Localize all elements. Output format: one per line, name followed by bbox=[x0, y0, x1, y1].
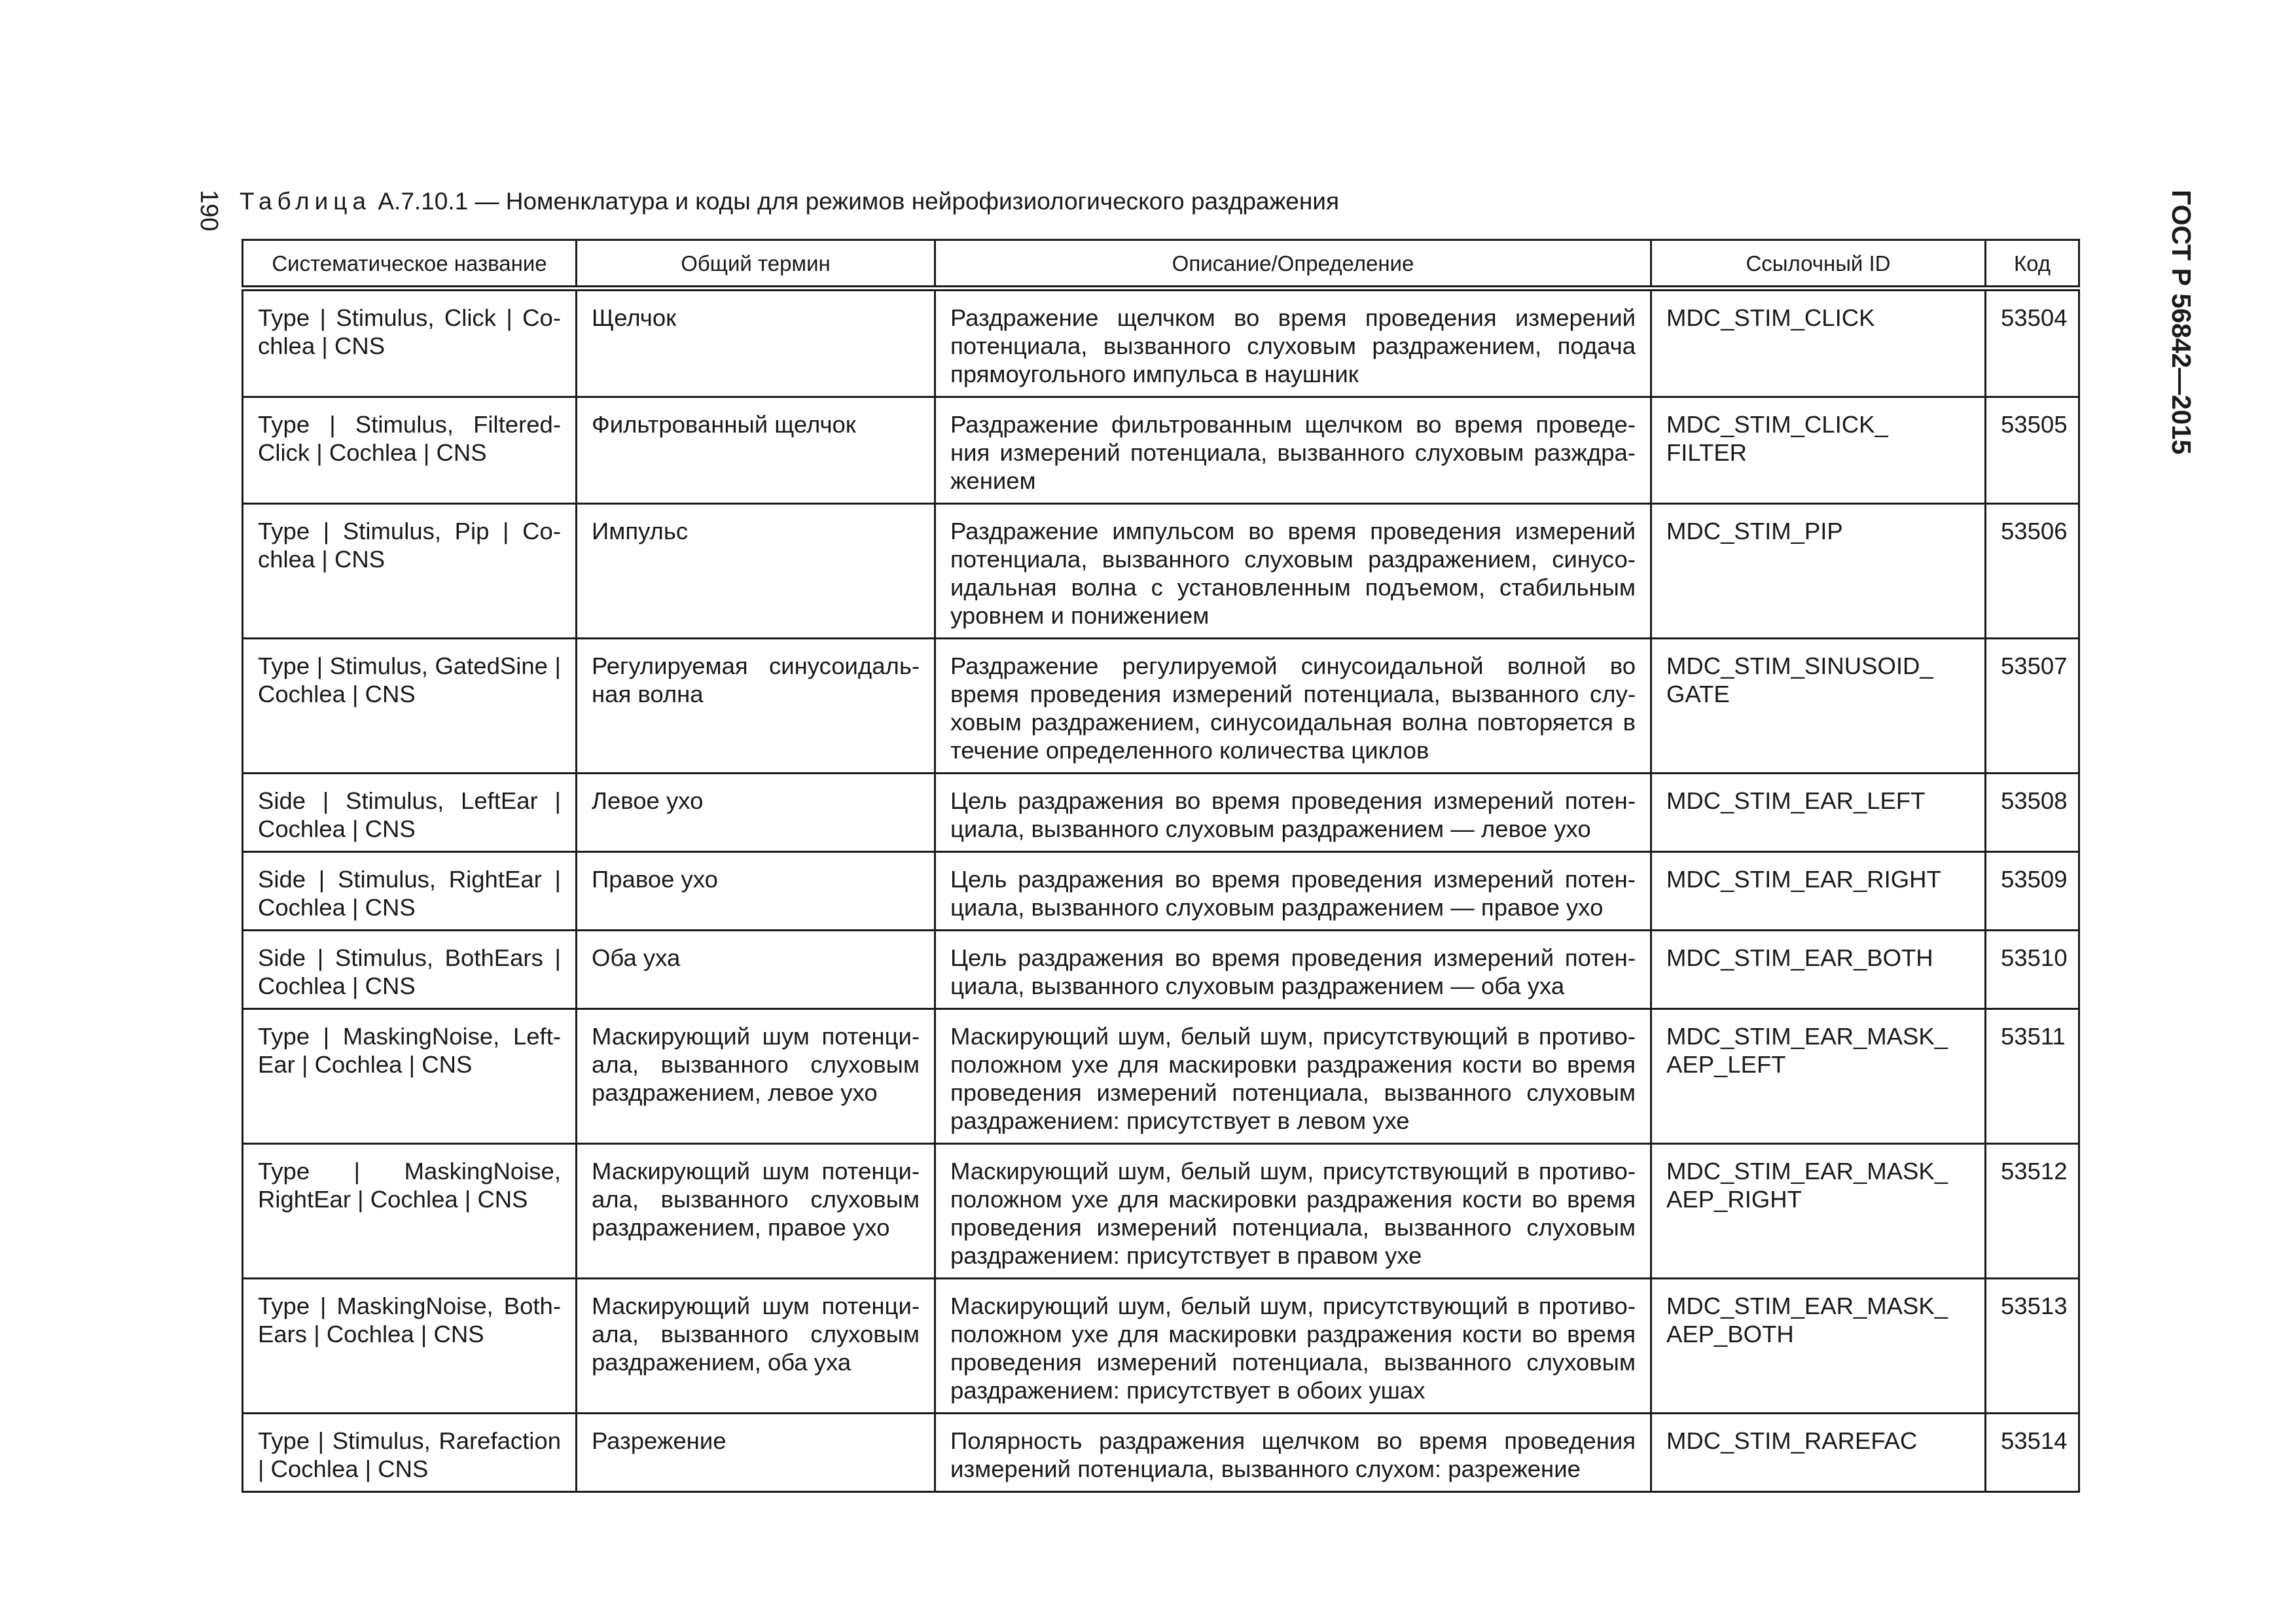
cell-reference-id: MDC_STIM_EAR_LEFT bbox=[1651, 774, 1986, 852]
table-row bbox=[243, 504, 2079, 639]
page-number: 190 bbox=[195, 190, 223, 232]
cell-description: Цель раздражения во время проведения измерений потен-циала, вызванного слуховым раздражением — оба уха bbox=[935, 931, 1651, 1009]
cell-code: 53509 bbox=[1986, 852, 2079, 931]
table-row bbox=[243, 289, 2079, 397]
cell-common-term: Щелчок bbox=[577, 289, 935, 397]
cell-description: Цель раздражения во время проведения измерений потен-циала, вызванного слуховым раздражением — левое ухо bbox=[935, 774, 1651, 852]
table-row bbox=[243, 1144, 2079, 1279]
cell-reference-id: MDC_STIM_EAR_MASK_ AEP_RIGHT bbox=[1651, 1144, 1986, 1279]
table-header-row bbox=[243, 240, 2079, 289]
cell-code: 53504 bbox=[1986, 289, 2079, 397]
table-row bbox=[243, 397, 2079, 504]
nomenclature-table bbox=[242, 239, 2080, 1493]
cell-common-term: Регулируемая синусоидаль-ная волна bbox=[577, 639, 935, 774]
cell-reference-id: MDC_STIM_EAR_MASK_ AEP_BOTH bbox=[1651, 1279, 1986, 1414]
cell-description: Маскирующий шум, белый шум, присутствующий в противо-положном ухе для маскировки раздражения кости во время проведения измерений потенциала, вызванного слуховым раздражением: присутствует в обоих ушах bbox=[935, 1279, 1651, 1414]
cell-description: Полярность раздражения щелчком во время проведения измерений потенциала, вызванного слухом: разрежение bbox=[935, 1414, 1651, 1492]
cell-common-term: Маскирующий шум потенци-ала, вызванного слуховым раздражением, правое ухо bbox=[577, 1144, 935, 1279]
header-code: Код bbox=[1986, 240, 2079, 289]
cell-systematic-name: Type | MaskingNoise, RightEar | Cochlea | CNS bbox=[243, 1144, 577, 1279]
cell-reference-id: MDC_STIM_EAR_RIGHT bbox=[1651, 852, 1986, 931]
header-description: Описание/Определение bbox=[935, 240, 1651, 289]
cell-code: 53514 bbox=[1986, 1414, 2079, 1492]
cell-code: 53507 bbox=[1986, 639, 2079, 774]
cell-description: Маскирующий шум, белый шум, присутствующий в противо-положном ухе для маскировки раздражения кости во время проведения измерений потенциала, вызванного слуховым раздражением: присутствует в правом ухе bbox=[935, 1144, 1651, 1279]
header-reference-id: Ссылочный ID bbox=[1651, 240, 1986, 289]
cell-common-term: Правое ухо bbox=[577, 852, 935, 931]
cell-systematic-name: Side | Stimulus, BothEars | Cochlea | CNS bbox=[243, 931, 577, 1009]
cell-code: 53510 bbox=[1986, 931, 2079, 1009]
cell-systematic-name: Type | Stimulus, Click | Co-chlea | CNS bbox=[243, 289, 577, 397]
table-row bbox=[243, 639, 2079, 774]
header-systematic-name: Систематическое название bbox=[243, 240, 577, 289]
cell-code: 53508 bbox=[1986, 774, 2079, 852]
cell-common-term: Фильтрованный щелчок bbox=[577, 397, 935, 504]
cell-systematic-name: Type | Stimulus, Filtered-Click | Cochlea | CNS bbox=[243, 397, 577, 504]
cell-code: 53506 bbox=[1986, 504, 2079, 639]
cell-systematic-name: Side | Stimulus, LeftEar | Cochlea | CNS bbox=[243, 774, 577, 852]
cell-code: 53511 bbox=[1986, 1009, 2079, 1144]
table-row bbox=[243, 774, 2079, 852]
cell-code: 53505 bbox=[1986, 397, 2079, 504]
cell-description: Маскирующий шум, белый шум, присутствующий в противо-положном ухе для маскировки раздражения кости во время проведения измерений потенциала, вызванного слуховым раздражением: присутствует в левом ухе bbox=[935, 1009, 1651, 1144]
cell-reference-id: MDC_STIM_CLICK_ FILTER bbox=[1651, 397, 1986, 504]
cell-common-term: Импульс bbox=[577, 504, 935, 639]
cell-systematic-name: Type | Stimulus, Rarefaction | Cochlea | CNS bbox=[243, 1414, 577, 1492]
cell-description: Раздражение регулируемой синусоидальной волной во время проведения измерений потенциала, вызванного слу-ховым раздражением, синусоидальная волна повторяется в течение определенного количества циклов bbox=[935, 639, 1651, 774]
cell-description: Раздражение импульсом во время проведения измерений потенциала, вызванного слуховым раздражением, синусо-идальная волна с установленным подъемом, стабильным уровнем и понижением bbox=[935, 504, 1651, 639]
caption-text: А.7.10.1 — Номенклатура и коды для режимов нейрофизиологического раздражения bbox=[371, 188, 1339, 215]
cell-reference-id: MDC_STIM_CLICK bbox=[1651, 289, 1986, 397]
cell-description: Раздражение щелчком во время проведения измерений потенциала, вызванного слуховым раздражением, подача прямоугольного импульса в наушник bbox=[935, 289, 1651, 397]
cell-reference-id: MDC_STIM_EAR_BOTH bbox=[1651, 931, 1986, 1009]
cell-systematic-name: Type | Stimulus, GatedSine | Cochlea | CNS bbox=[243, 639, 577, 774]
header-common-term: Общий термин bbox=[577, 240, 935, 289]
cell-systematic-name: Type | MaskingNoise, Left-Ear | Cochlea | CNS bbox=[243, 1009, 577, 1144]
table-row bbox=[243, 931, 2079, 1009]
cell-common-term: Маскирующий шум потенци-ала, вызванного слуховым раздражением, оба уха bbox=[577, 1279, 935, 1414]
cell-reference-id: MDC_STIM_SINUSOID_ GATE bbox=[1651, 639, 1986, 774]
cell-common-term: Оба уха bbox=[577, 931, 935, 1009]
cell-common-term: Левое ухо bbox=[577, 774, 935, 852]
cell-systematic-name: Type | MaskingNoise, Both-Ears | Cochlea | CNS bbox=[243, 1279, 577, 1414]
cell-code: 53512 bbox=[1986, 1144, 2079, 1279]
cell-description: Цель раздражения во время проведения измерений потен-циала, вызванного слуховым раздражением — правое ухо bbox=[935, 852, 1651, 931]
table-row bbox=[243, 1009, 2079, 1144]
table-caption bbox=[240, 188, 1339, 215]
table-row bbox=[243, 1279, 2079, 1414]
cell-reference-id: MDC_STIM_RAREFAC bbox=[1651, 1414, 1986, 1492]
caption-label: Таблица bbox=[240, 188, 372, 215]
cell-common-term: Разрежение bbox=[577, 1414, 935, 1492]
table-row bbox=[243, 852, 2079, 931]
cell-reference-id: MDC_STIM_PIP bbox=[1651, 504, 1986, 639]
cell-reference-id: MDC_STIM_EAR_MASK_ AEP_LEFT bbox=[1651, 1009, 1986, 1144]
cell-code: 53513 bbox=[1986, 1279, 2079, 1414]
document-code: ГОСТ Р 56842—2015 bbox=[2166, 190, 2197, 455]
cell-common-term: Маскирующий шум потенци-ала, вызванного слуховым раздражением, левое ухо bbox=[577, 1009, 935, 1144]
table-row bbox=[243, 1414, 2079, 1492]
cell-description: Раздражение фильтрованным щелчком во время проведе-ния измерений потенциала, вызванного слуховым разждра-жением bbox=[935, 397, 1651, 504]
cell-systematic-name: Type | Stimulus, Pip | Co-chlea | CNS bbox=[243, 504, 577, 639]
cell-systematic-name: Side | Stimulus, RightEar | Cochlea | CNS bbox=[243, 852, 577, 931]
